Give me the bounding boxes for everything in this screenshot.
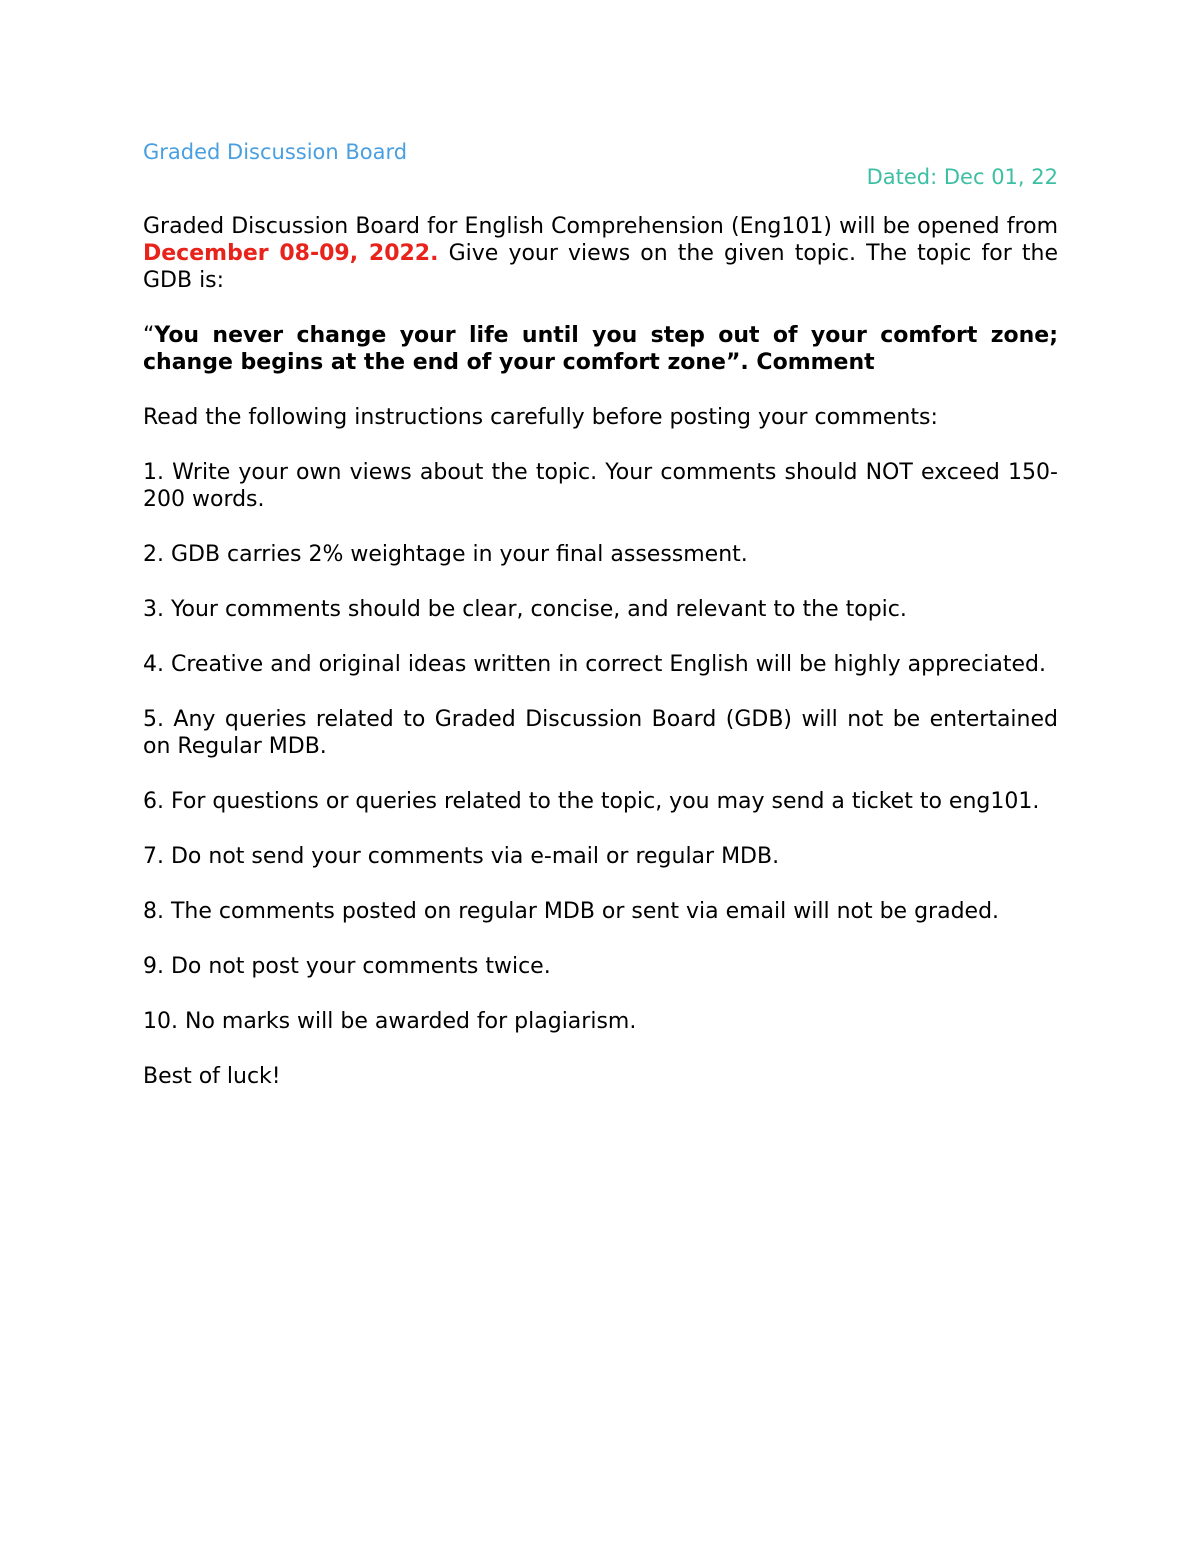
instruction-item-3: 3. Your comments should be clear, concise, and relevant to the topic.	[143, 597, 907, 622]
instruction-item-8: 8. The comments posted on regular MDB or sent via email will not be graded.	[143, 899, 1000, 924]
topic-open-quote: “	[143, 323, 155, 348]
date-highlight: December 08-09, 2022.	[143, 241, 439, 266]
instruction-item-10: 10. No marks will be awarded for plagiarism.	[143, 1009, 637, 1034]
intro-text-start: Graded Discussion Board for English Comprehension (Eng101) will be opened from	[143, 214, 1058, 239]
topic-quote	[143, 322, 1058, 376]
instruction-item-1: 1. Write your own views about the topic. Your comments should NOT exceed 150-200 words.	[143, 460, 1058, 512]
instruction-item-5: 5. Any queries related to Graded Discussion Board (GDB) will not be entertained on Regular MDB.	[143, 707, 1058, 759]
document-page	[143, 138, 1058, 1118]
document-heading: Graded Discussion Board	[143, 140, 408, 164]
closing-text: Best of luck!	[143, 1064, 281, 1089]
instruction-item-4: 4. Creative and original ideas written in correct English will be highly appreciated.	[143, 652, 1046, 677]
intro-paragraph	[143, 213, 1058, 294]
topic-close: ”. Comment	[725, 350, 875, 375]
instructions-lead: Read the following instructions carefully before posting your comments:	[143, 405, 938, 430]
topic-text: You never change your life until you step out of your comfort zone; change begins at the end of your comfort zone	[143, 323, 1058, 375]
dated-label: Dated: Dec 01, 22	[866, 165, 1058, 189]
instruction-item-9: 9. Do not post your comments twice.	[143, 954, 551, 979]
instruction-item-2: 2. GDB carries 2% weightage in your final assessment.	[143, 542, 748, 567]
intro-text-end: Give your views on the given topic. The topic for the GDB is:	[143, 241, 1058, 293]
instruction-item-7: 7. Do not send your comments via e-mail or regular MDB.	[143, 844, 780, 869]
instruction-item-6: 6. For questions or queries related to the topic, you may send a ticket to eng101.	[143, 789, 1040, 814]
